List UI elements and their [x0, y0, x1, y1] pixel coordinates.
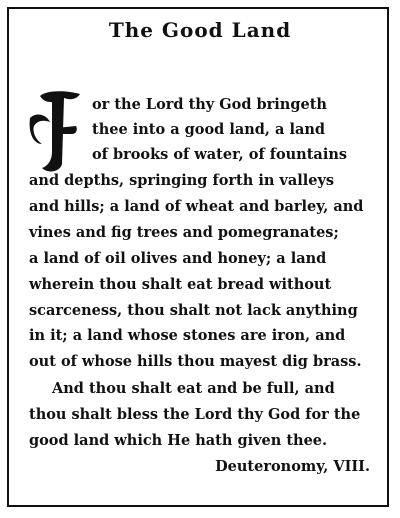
text-line: and hills; a land of wheat and barley, and — [29, 198, 364, 215]
text-line: wherein thou shalt eat bread without — [29, 276, 332, 293]
text-line: of brooks of water, of fountains — [92, 146, 348, 163]
text-line: scarceness, thou shalt not lack anything — [29, 302, 358, 319]
text-line: And thou shalt eat and be full, and — [52, 380, 335, 397]
illuminated-drop-cap — [26, 88, 86, 174]
text-line: in it; a land whose stones are iron, and — [29, 327, 346, 344]
text-line: and depths, springing forth in valleys — [29, 172, 335, 189]
text-line: thou shalt bless the Lord thy God for the — [29, 406, 361, 423]
scripture-reference: Deuteronomy, VIII. — [215, 458, 370, 475]
text-line: a land of oil olives and honey; a land — [29, 250, 327, 267]
text-line: out of whose hills thou mayest dig brass. — [29, 353, 362, 370]
text-line: or the Lord thy God bringeth — [92, 96, 327, 113]
text-line: vines and fig trees and pomegranates; — [29, 224, 339, 241]
text-line: thee into a good land, a land — [92, 121, 326, 138]
page-title: The Good Land — [108, 18, 292, 42]
text-line: good land which He hath given thee. — [29, 432, 328, 449]
